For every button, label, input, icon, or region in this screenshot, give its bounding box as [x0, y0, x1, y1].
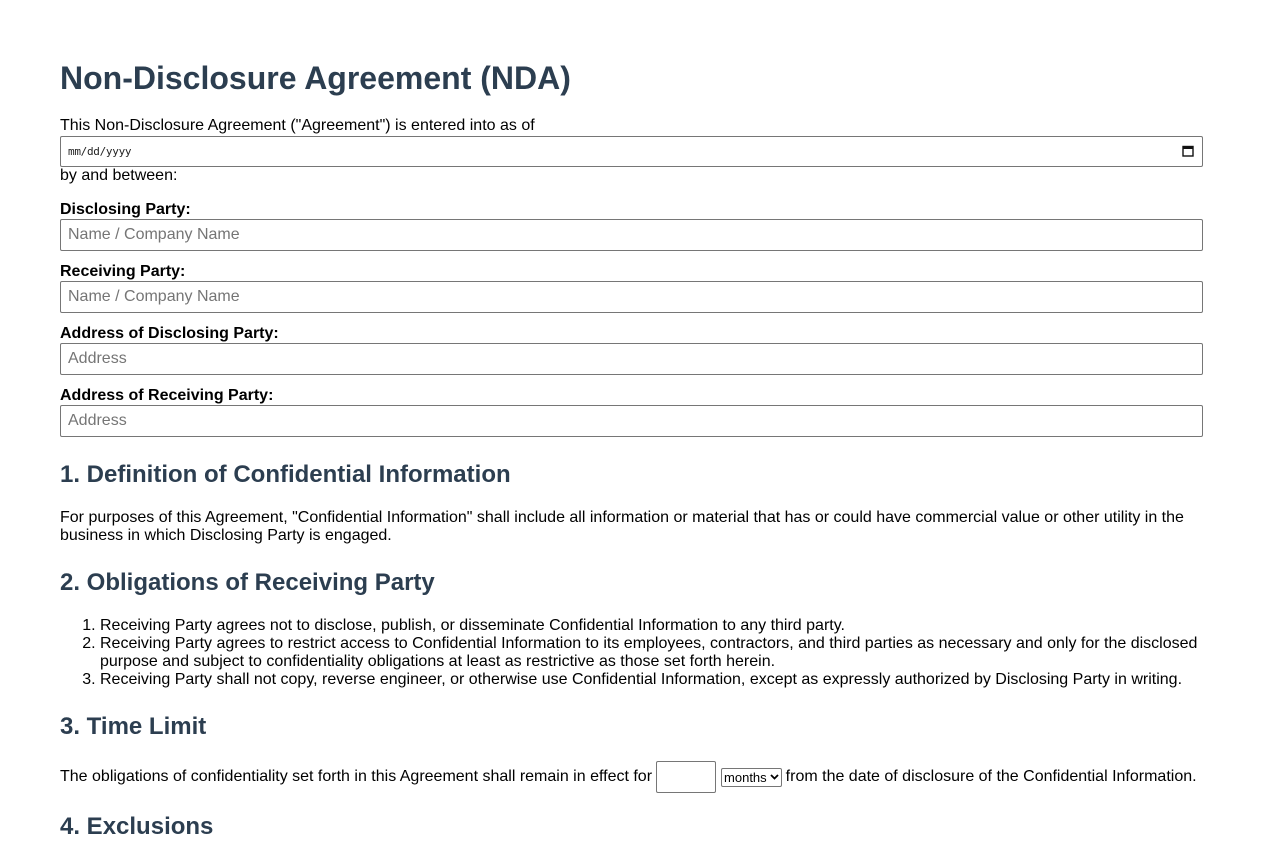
receiving-party-label: Receiving Party:: [60, 263, 186, 280]
obligation-item: 1. Receiving Party agrees not to disclose, publish, or disseminate Confidential Information to any third party.: [100, 617, 1203, 635]
unit-selected-value: months: [724, 769, 767, 785]
time-limit-row: [60, 761, 1197, 793]
disclosing-address-label: Address of Disclosing Party:: [60, 325, 279, 342]
time-limit-text-after: from the date of disclosure of the Confidential Information.: [785, 768, 1197, 785]
section-heading-time-limit: 3. Time Limit: [60, 713, 207, 740]
disclosing-party-label: Disclosing Party:: [60, 201, 191, 218]
disclosing-address-input[interactable]: [60, 343, 1203, 375]
chevron-down-icon: [770, 774, 779, 780]
receiving-address-label: Address of Receiving Party:: [60, 387, 274, 404]
section-heading-exclusions: 4. Exclusions: [60, 813, 214, 840]
calendar-icon[interactable]: [1182, 145, 1194, 157]
receiving-party-input[interactable]: [60, 281, 1203, 313]
by-and-between-text: by and between:: [60, 167, 178, 184]
time-limit-text-before: The obligations of confidentiality set forth in this Agreement shall remain in effect for: [60, 768, 653, 785]
duration-input[interactable]: [656, 761, 716, 793]
duration-unit-select[interactable]: [721, 768, 782, 787]
obligations-list: [60, 617, 1203, 689]
page-title: Non-Disclosure Agreement (NDA): [60, 60, 571, 96]
obligation-item: 3. Receiving Party shall not copy, reverse engineer, or otherwise use Confidential Information, except as expressly authorized by Disclosing Party in writing.: [100, 671, 1203, 689]
date-placeholder: mm/dd/yyyy: [68, 145, 132, 158]
definition-text: For purposes of this Agreement, "Confidential Information" shall include all information or material that has or could have commercial value or other utility in the business in which Disclosing Party is engaged.: [60, 509, 1184, 544]
section-heading-definition: 1. Definition of Confidential Information: [60, 461, 511, 488]
obligation-item: 2. Receiving Party agrees to restrict access to Confidential Information to its employees, contractors, and third parties as necessary and only for the disclosed purpose and subject to confidentiality obligations at least as restrictive as those set forth herein.: [100, 635, 1203, 671]
agreement-date-input[interactable]: [60, 136, 1203, 167]
intro-text: This Non-Disclosure Agreement ("Agreement") is entered into as of: [60, 117, 535, 134]
receiving-address-input[interactable]: [60, 405, 1203, 437]
section-heading-obligations: 2. Obligations of Receiving Party: [60, 569, 435, 596]
disclosing-party-input[interactable]: [60, 219, 1203, 251]
